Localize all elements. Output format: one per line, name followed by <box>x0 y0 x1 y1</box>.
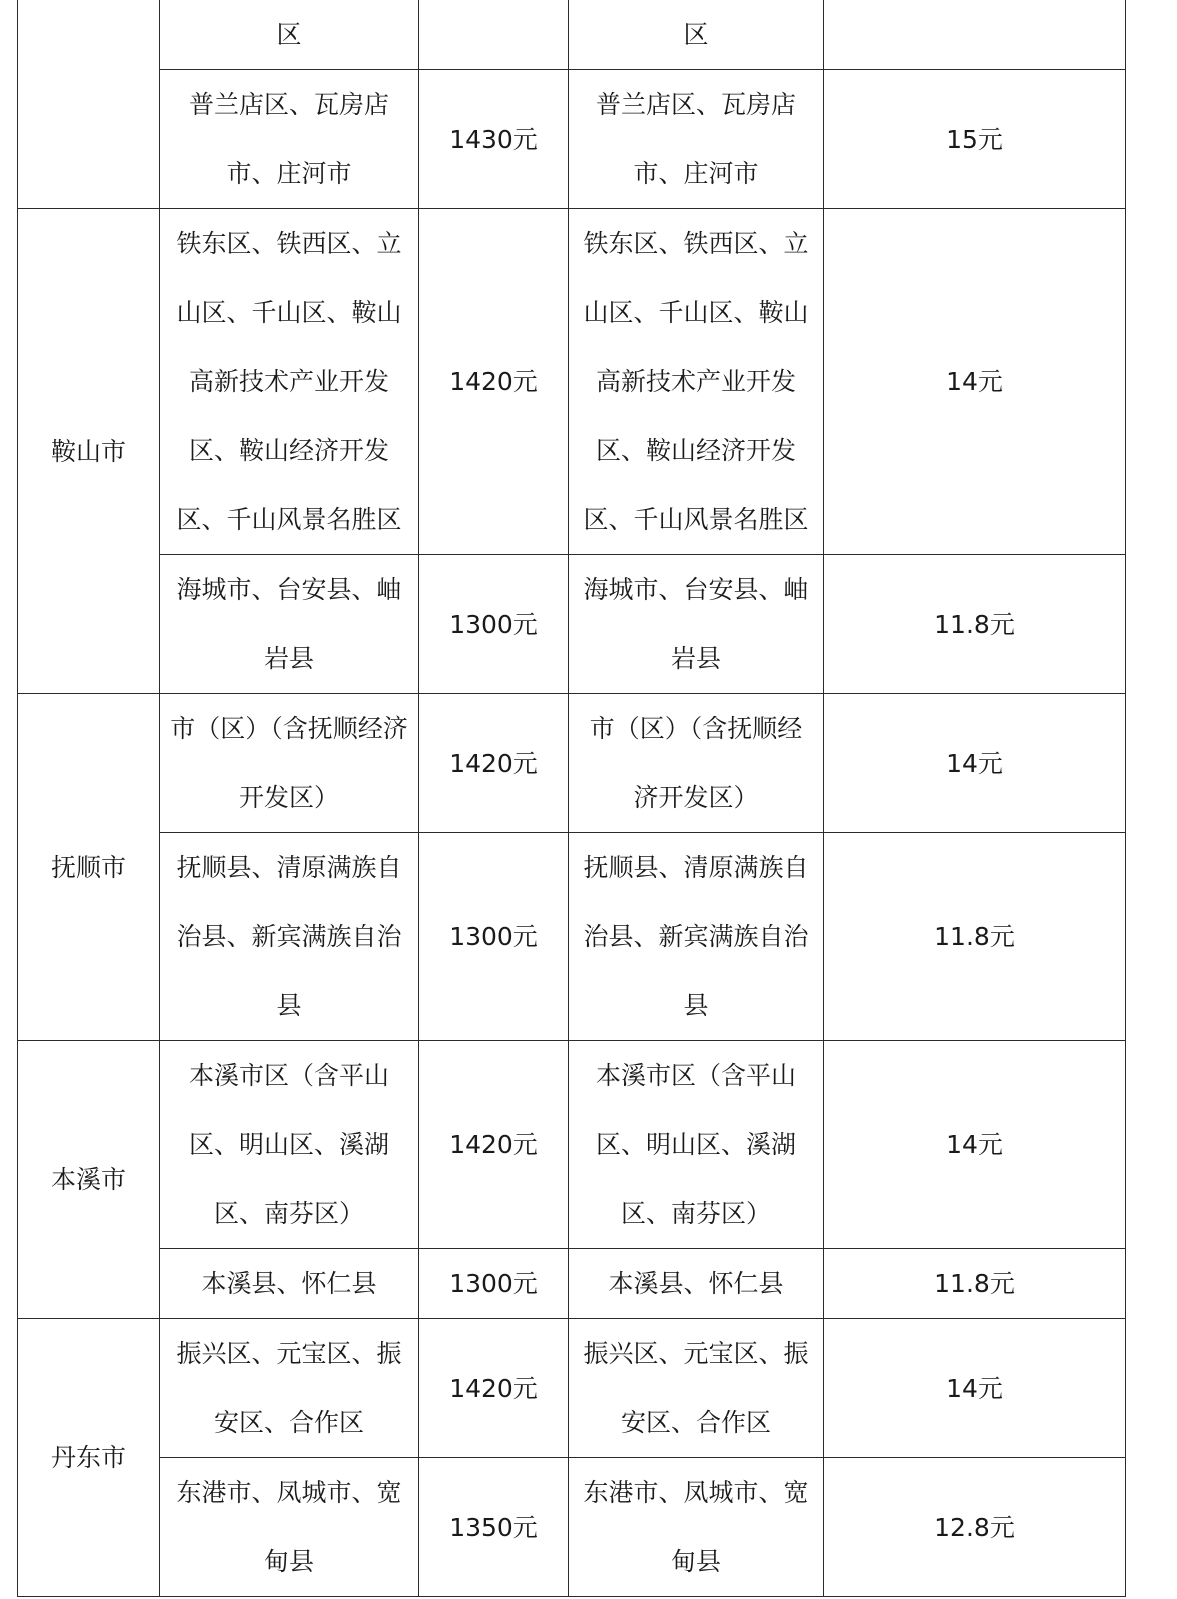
hourly-wage-cell: 11.8元 <box>824 555 1126 694</box>
city-cell: 丹东市 <box>18 1319 160 1597</box>
hourly-wage-cell: 14元 <box>824 1041 1126 1249</box>
table-row <box>18 694 1126 833</box>
city-cell: 本溪市 <box>18 1041 160 1319</box>
area-cell: 海城市、台安县、岫岩县 <box>569 555 824 694</box>
area-cell: 市（区）（含抚顺经济开发区） <box>160 694 419 833</box>
table-row <box>18 1458 1126 1597</box>
area-cell: 抚顺县、清原满族自治县、新宾满族自治县 <box>569 833 824 1041</box>
city-cell: 鞍山市 <box>18 209 160 694</box>
hourly-wage-cell: 12.8元 <box>824 1458 1126 1597</box>
table-row <box>18 833 1126 1041</box>
hourly-wage-cell: 11.8元 <box>824 833 1126 1041</box>
area-cell: 区 <box>160 0 419 70</box>
monthly-wage-cell: 1420元 <box>419 209 569 555</box>
area-cell: 市（区）（含抚顺经济开发区） <box>569 694 824 833</box>
area-cell: 本溪县、怀仁县 <box>160 1249 419 1319</box>
area-cell: 东港市、凤城市、宽甸县 <box>569 1458 824 1597</box>
monthly-wage-cell <box>419 0 569 70</box>
table-row <box>18 0 1126 70</box>
table-row <box>18 1319 1126 1458</box>
area-cell: 振兴区、元宝区、振安区、合作区 <box>569 1319 824 1458</box>
city-cell <box>18 0 160 209</box>
area-cell: 振兴区、元宝区、振安区、合作区 <box>160 1319 419 1458</box>
hourly-wage-cell: 14元 <box>824 694 1126 833</box>
monthly-wage-cell: 1350元 <box>419 1458 569 1597</box>
monthly-wage-cell: 1300元 <box>419 555 569 694</box>
area-cell: 铁东区、铁西区、立山区、千山区、鞍山高新技术产业开发区、鞍山经济开发区、千山风景名胜区 <box>160 209 419 555</box>
hourly-wage-cell: 14元 <box>824 209 1126 555</box>
hourly-wage-cell: 14元 <box>824 1319 1126 1458</box>
table-row <box>18 70 1126 209</box>
table-row <box>18 1249 1126 1319</box>
hourly-wage-cell: 15元 <box>824 70 1126 209</box>
area-cell: 铁东区、铁西区、立山区、千山区、鞍山高新技术产业开发区、鞍山经济开发区、千山风景名胜区 <box>569 209 824 555</box>
monthly-wage-cell: 1420元 <box>419 694 569 833</box>
hourly-wage-cell <box>824 0 1126 70</box>
area-cell: 普兰店区、瓦房店市、庄河市 <box>160 70 419 209</box>
minimum-wage-table <box>17 0 1126 1597</box>
area-cell: 东港市、凤城市、宽甸县 <box>160 1458 419 1597</box>
hourly-wage-cell: 11.8元 <box>824 1249 1126 1319</box>
area-cell: 本溪市区（含平山区、明山区、溪湖区、南芬区） <box>160 1041 419 1249</box>
monthly-wage-cell: 1420元 <box>419 1319 569 1458</box>
table-row <box>18 209 1126 555</box>
monthly-wage-cell: 1300元 <box>419 833 569 1041</box>
monthly-wage-cell: 1430元 <box>419 70 569 209</box>
table-row <box>18 1041 1126 1249</box>
area-cell: 海城市、台安县、岫岩县 <box>160 555 419 694</box>
area-cell: 本溪市区（含平山区、明山区、溪湖区、南芬区） <box>569 1041 824 1249</box>
monthly-wage-cell: 1300元 <box>419 1249 569 1319</box>
area-cell: 本溪县、怀仁县 <box>569 1249 824 1319</box>
area-cell: 普兰店区、瓦房店市、庄河市 <box>569 70 824 209</box>
table-row <box>18 555 1126 694</box>
monthly-wage-cell: 1420元 <box>419 1041 569 1249</box>
area-cell: 抚顺县、清原满族自治县、新宾满族自治县 <box>160 833 419 1041</box>
city-cell: 抚顺市 <box>18 694 160 1041</box>
area-cell: 区 <box>569 0 824 70</box>
